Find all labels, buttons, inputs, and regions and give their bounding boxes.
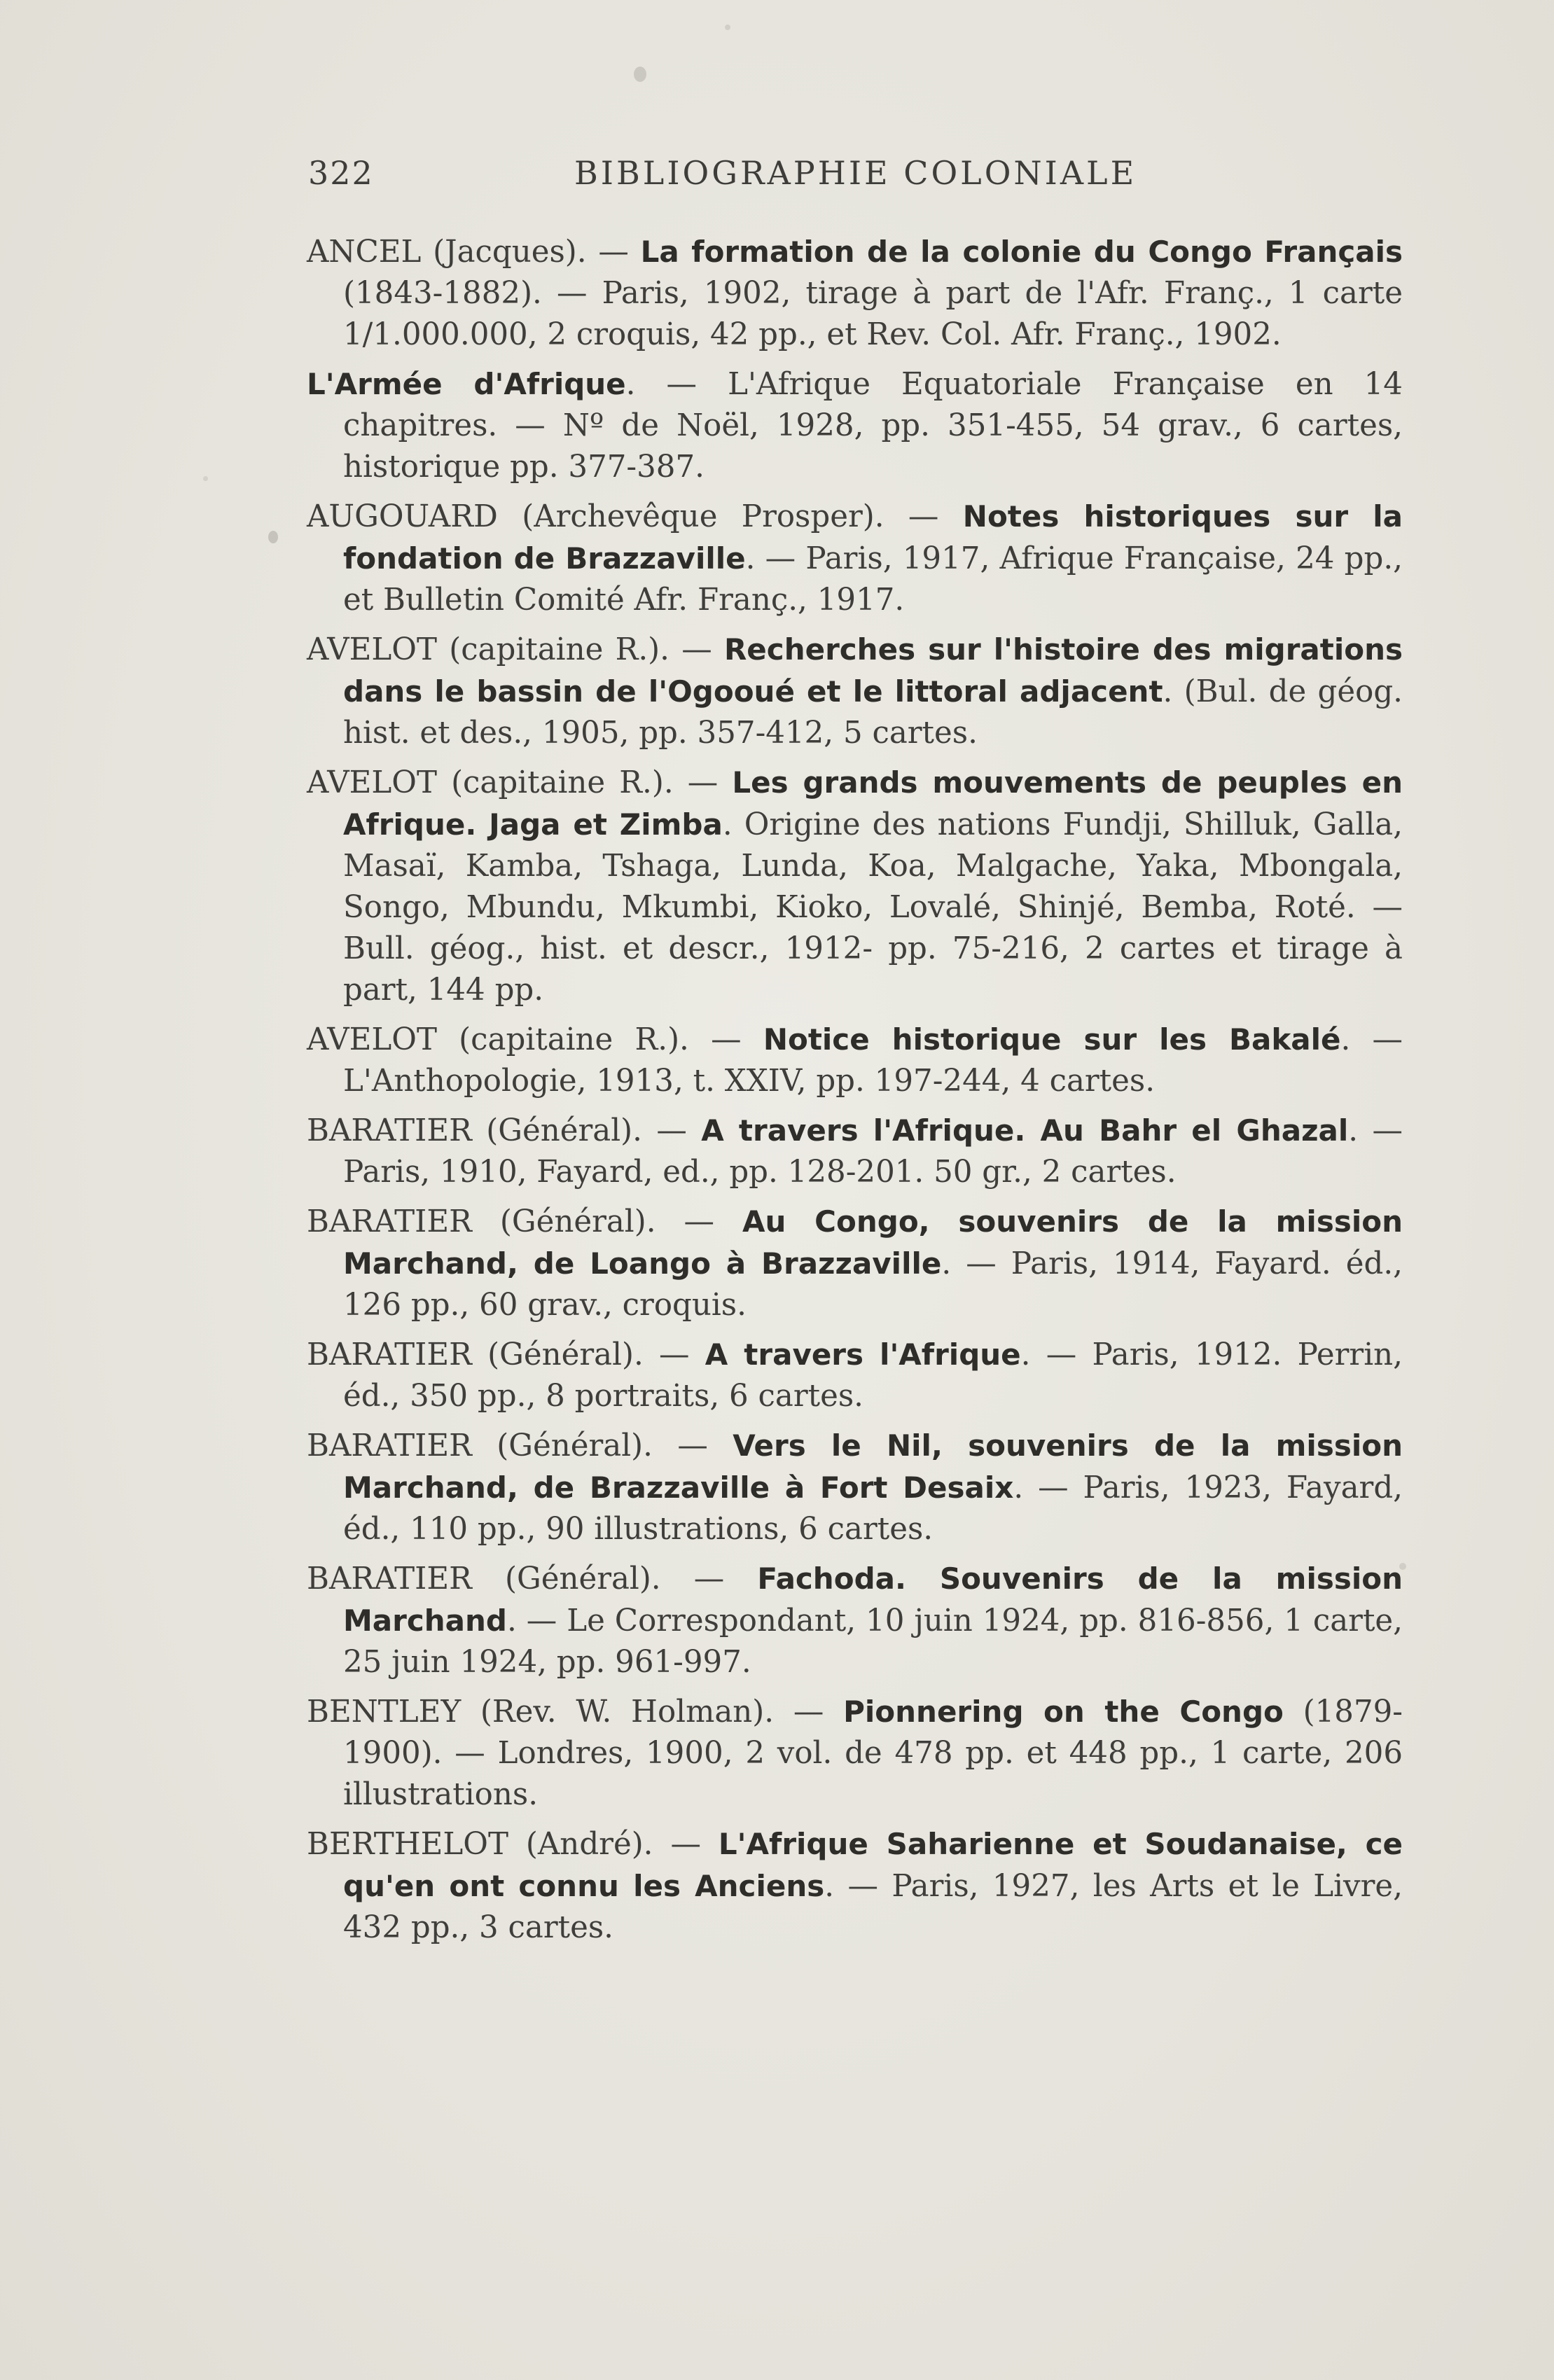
entry-title: La formation de la colonie du Congo Français [640, 235, 1403, 269]
entry-title: Notice historique sur les Bakalé [763, 1022, 1341, 1057]
bibliography-entry [307, 629, 1403, 754]
bibliography-entry [307, 1201, 1403, 1326]
entry-title: Fachoda. Souvenirs de la mission Marchand [343, 1561, 1403, 1638]
paper-speck [725, 25, 730, 30]
entry-author: BARATIER (Général). — [307, 1337, 705, 1372]
entry-author: BARATIER (Général). — [307, 1561, 758, 1596]
entry-title: Vers le Nil, souvenirs de la mission Marchand, de Brazzaville à Fort Desaix [343, 1428, 1403, 1505]
entry-details: . — L'Afrique Equatoriale Française en 14 chapitres. — Nº de Noël, 1928, pp. 351-455, 54 grav., 6 cartes, historique pp. 377-387. [343, 367, 1403, 485]
paper-speck [634, 67, 646, 82]
entry-author: ANCEL (Jacques). — [307, 235, 641, 270]
entry-details: . — Paris, 1912. Perrin, éd., 350 pp., 8 portraits, 6 cartes. [343, 1337, 1403, 1414]
entry-details: . — L'Anthopologie, 1913, t. XXIV, pp. 197-244, 4 cartes. [343, 1022, 1403, 1099]
entry-title: Les grands mouvements de peuples en Afrique. Jaga et Zimba [343, 765, 1403, 842]
entry-details: . (Bul. de géog. hist. et des., 1905, pp. 357-412, 5 cartes. [343, 674, 1403, 751]
entry-author: BARATIER (Général). — [307, 1113, 702, 1148]
entry-author: BERTHELOT (André). — [307, 1827, 719, 1862]
entry-author: BENTLEY (Rev. W. Holman). — [307, 1694, 844, 1730]
bibliography-entry [307, 231, 1403, 356]
entry-author: AUGOUARD (Archevêque Prosper). — [307, 499, 963, 534]
entry-title: Notes historiques sur la fondation de Brazzaville [343, 499, 1403, 576]
entry-title: L'Armée d'Afrique [307, 367, 626, 401]
entry-details: . — Paris, 1927, les Arts et le Livre, 432 pp., 3 cartes. [343, 1869, 1403, 1945]
entry-author: BARATIER (Général). — [307, 1204, 742, 1239]
entry-author: AVELOT (capitaine R.). — [307, 632, 724, 667]
page-header [308, 154, 1156, 203]
entry-title: Au Congo, souvenirs de la mission Marchand, de Loango à Brazzaville [343, 1204, 1403, 1281]
entry-title: Recherches sur l'histoire des migrations dans le bassin de l'Ogooué et le littoral adjacent [343, 632, 1403, 709]
entry-details: . — Paris, 1914, Fayard. éd., 126 pp., 60 grav., croquis. [343, 1246, 1403, 1323]
bibliography-entry [307, 1334, 1403, 1417]
bibliography-entry [307, 1425, 1403, 1550]
bibliography-entry [307, 1558, 1403, 1683]
entry-title: Pionnering on the Congo [843, 1694, 1284, 1729]
paper-speck [268, 531, 278, 543]
entry-details: . — Le Correspondant, 10 juin 1924, pp. 816-856, 1 carte, 25 juin 1924, pp. 961-997. [343, 1603, 1403, 1680]
bibliography-entry [307, 1691, 1403, 1816]
bibliography-entry [307, 496, 1403, 621]
entry-title: A travers l'Afrique [705, 1337, 1021, 1372]
entry-details: . Origine des nations Fundji, Shilluk, Galla, Masaï, Kamba, Tshaga, Lunda, Koa, Malgache, Yaka, Mbongala, Songo, Mbundu, Mkumbi, Kioko, Lovalé, Shinjé, Bemba, Roté. — Bull. géog., hist. et descr., 1912- pp. 75-216, 2 cartes et tirage à part, 144 pp. [343, 807, 1403, 1008]
page-number: 322 [308, 154, 374, 192]
entry-details: (1879-1900). — Londres, 1900, 2 vol. de 478 pp. et 448 pp., 1 carte, 206 illustrations. [343, 1694, 1403, 1812]
bibliography-list [307, 231, 1403, 1956]
running-title: BIBLIOGRAPHIE COLONIALE [574, 154, 1137, 192]
entry-details: (1843-1882). — Paris, 1902, tirage à part de l'Afr. Franç., 1 carte 1/1.000.000, 2 croquis, 42 pp., et Rev. Col. Afr. Franç., 1902. [343, 276, 1403, 352]
bibliography-entry [307, 1110, 1403, 1193]
entry-author: AVELOT (capitaine R.). — [307, 765, 733, 800]
entry-title: L'Afrique Saharienne et Soudanaise, ce qu'en ont connu les Anciens [343, 1827, 1403, 1903]
bibliography-entry [307, 1019, 1403, 1102]
entry-details: . — Paris, 1923, Fayard, éd., 110 pp., 90 illustrations, 6 cartes. [343, 1470, 1403, 1547]
entry-author: BARATIER (Général). — [307, 1428, 733, 1463]
entry-title: A travers l'Afrique. Au Bahr el Ghazal [701, 1113, 1349, 1148]
bibliography-entry [307, 363, 1403, 488]
entry-details: . — Paris, 1910, Fayard, ed., pp. 128-201. 50 gr., 2 cartes. [343, 1113, 1403, 1190]
paper-speck [203, 476, 208, 481]
entry-details: . — Paris, 1917, Afrique Française, 24 pp., et Bulletin Comité Afr. Franç., 1917. [343, 541, 1403, 618]
entry-author: AVELOT (capitaine R.). — [307, 1022, 763, 1057]
bibliography-entry [307, 1823, 1403, 1949]
bibliography-entry [307, 762, 1403, 1011]
